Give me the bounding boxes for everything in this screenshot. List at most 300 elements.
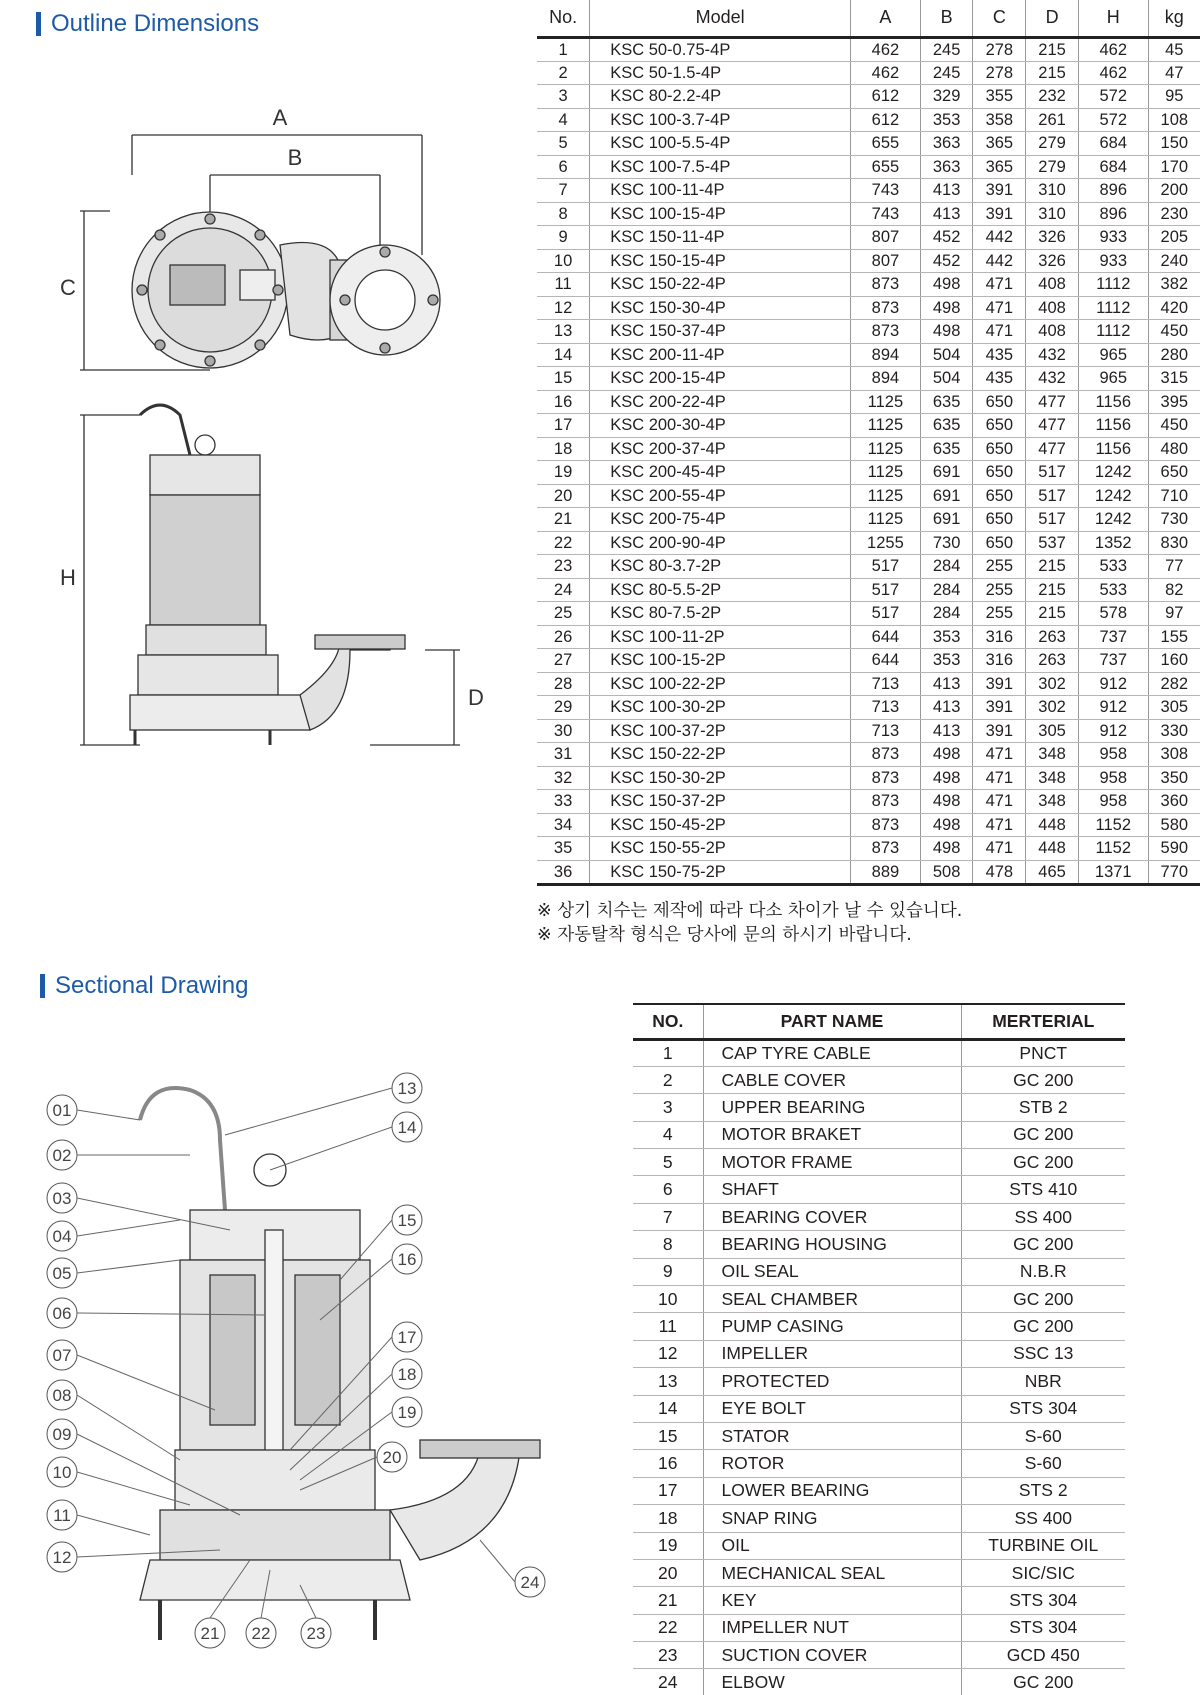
table-cell: 644 — [851, 649, 921, 673]
table-cell: 1371 — [1078, 860, 1148, 884]
table-cell: 326 — [1026, 226, 1079, 250]
callout-10: 10 — [52, 1463, 72, 1482]
table-cell: 97 — [1148, 602, 1200, 626]
table-cell: 572 — [1078, 85, 1148, 109]
table-cell: KSC 150-37-4P — [590, 320, 851, 344]
table-cell: IMPELLER NUT — [703, 1614, 961, 1641]
table-cell: 517 — [851, 555, 921, 579]
table-cell: GC 200 — [961, 1066, 1125, 1093]
table-cell: 2 — [633, 1066, 703, 1093]
table-cell: 26 — [537, 625, 590, 649]
table-cell: 348 — [1026, 743, 1079, 767]
col-header-b: B — [920, 0, 973, 37]
col-header-no: No. — [537, 0, 590, 37]
table-cell: 873 — [851, 813, 921, 837]
parts-table — [633, 1003, 1125, 1695]
table-cell: 215 — [1026, 578, 1079, 602]
table-cell: 471 — [973, 296, 1026, 320]
table-row — [537, 132, 1200, 156]
table-cell: 684 — [1078, 132, 1148, 156]
table-cell: 353 — [920, 625, 973, 649]
table-row — [633, 1587, 1125, 1614]
table-cell: 1242 — [1078, 461, 1148, 485]
table-row — [633, 1258, 1125, 1285]
table-cell: 10 — [633, 1286, 703, 1313]
table-cell: BEARING HOUSING — [703, 1231, 961, 1258]
table-cell: KSC 150-30-2P — [590, 766, 851, 790]
callout-group-bottom — [195, 1618, 331, 1648]
table-cell: KSC 200-90-4P — [590, 531, 851, 555]
table-cell: 498 — [920, 320, 973, 344]
table-cell: OIL — [703, 1532, 961, 1559]
table-cell: ELBOW — [703, 1669, 961, 1695]
table-cell: GCD 450 — [961, 1642, 1125, 1669]
table-cell: 215 — [1026, 602, 1079, 626]
table-cell: 408 — [1026, 273, 1079, 297]
table-row — [537, 766, 1200, 790]
table-row — [537, 531, 1200, 555]
table-cell: 18 — [633, 1505, 703, 1532]
table-cell: 1242 — [1078, 484, 1148, 508]
col-header-h: H — [1078, 0, 1148, 37]
dimensions-table-body — [537, 37, 1200, 884]
table-cell: 655 — [851, 132, 921, 156]
table-cell: 1352 — [1078, 531, 1148, 555]
callout-16: 16 — [397, 1250, 417, 1269]
table-cell: KSC 100-15-4P — [590, 202, 851, 226]
table-row — [537, 790, 1200, 814]
table-cell: 28 — [537, 672, 590, 696]
table-row — [633, 1231, 1125, 1258]
dim-label-b: B — [287, 145, 303, 170]
table-cell: 25 — [537, 602, 590, 626]
table-cell: 20 — [537, 484, 590, 508]
table-cell: 18 — [537, 437, 590, 461]
table-cell: 261 — [1026, 108, 1079, 132]
dimension-notes — [537, 899, 962, 947]
table-cell: SS 400 — [961, 1203, 1125, 1230]
table-cell: 478 — [973, 860, 1026, 884]
callout-19: 19 — [397, 1403, 417, 1422]
col-header-kg: kg — [1148, 0, 1200, 37]
table-cell: KSC 100-7.5-4P — [590, 155, 851, 179]
table-cell: 170 — [1148, 155, 1200, 179]
table-cell: 27 — [537, 649, 590, 673]
table-cell: 691 — [920, 484, 973, 508]
table-row — [537, 202, 1200, 226]
table-cell: 1152 — [1078, 837, 1148, 861]
table-cell: 1156 — [1078, 390, 1148, 414]
table-cell: 612 — [851, 85, 921, 109]
table-cell: 413 — [920, 696, 973, 720]
table-cell: 508 — [920, 860, 973, 884]
table-row — [537, 437, 1200, 461]
table-cell: 896 — [1078, 179, 1148, 203]
table-row — [633, 1149, 1125, 1176]
table-cell: SSC 13 — [961, 1340, 1125, 1367]
outline-dimension-drawing — [40, 95, 500, 815]
table-cell: 310 — [1026, 202, 1079, 226]
table-cell: 894 — [851, 343, 921, 367]
table-cell: KSC 150-37-2P — [590, 790, 851, 814]
table-cell: GC 200 — [961, 1121, 1125, 1148]
table-row — [633, 1422, 1125, 1449]
dim-label-h: H — [60, 565, 76, 590]
table-cell: 572 — [1078, 108, 1148, 132]
table-row — [537, 672, 1200, 696]
table-cell: 730 — [920, 531, 973, 555]
table-row — [633, 1066, 1125, 1093]
table-cell: SIC/SIC — [961, 1559, 1125, 1586]
table-cell: 24 — [537, 578, 590, 602]
table-cell: 15 — [633, 1422, 703, 1449]
table-cell: 348 — [1026, 766, 1079, 790]
callout-20: 20 — [382, 1448, 402, 1467]
table-cell: 650 — [1148, 461, 1200, 485]
table-cell: 302 — [1026, 672, 1079, 696]
table-cell: 737 — [1078, 625, 1148, 649]
table-cell: STS 410 — [961, 1176, 1125, 1203]
callout-02: 02 — [52, 1146, 72, 1165]
table-cell: 47 — [1148, 61, 1200, 85]
outline-title-text: Outline Dimensions — [51, 10, 260, 37]
table-cell: 1112 — [1078, 320, 1148, 344]
table-cell: N.B.R — [961, 1258, 1125, 1285]
table-cell: 450 — [1148, 414, 1200, 438]
table-cell: 713 — [851, 672, 921, 696]
table-cell: 644 — [851, 625, 921, 649]
table-cell: 498 — [920, 790, 973, 814]
table-cell: 8 — [537, 202, 590, 226]
table-cell: 912 — [1078, 672, 1148, 696]
table-cell: 245 — [920, 37, 973, 61]
table-cell: 807 — [851, 226, 921, 250]
table-row — [537, 414, 1200, 438]
table-cell: 578 — [1078, 602, 1148, 626]
table-cell: KSC 200-30-4P — [590, 414, 851, 438]
table-cell: 737 — [1078, 649, 1148, 673]
sectional-title-text: Sectional Drawing — [55, 972, 249, 999]
table-cell: 150 — [1148, 132, 1200, 156]
table-cell: 498 — [920, 837, 973, 861]
table-row — [537, 179, 1200, 203]
table-cell: 933 — [1078, 249, 1148, 273]
table-cell: 279 — [1026, 132, 1079, 156]
table-cell: 305 — [1026, 719, 1079, 743]
table-row — [633, 1340, 1125, 1367]
table-cell: 17 — [633, 1477, 703, 1504]
table-cell: 12 — [633, 1340, 703, 1367]
table-cell: 713 — [851, 719, 921, 743]
table-cell: 650 — [973, 461, 1026, 485]
table-cell: 465 — [1026, 860, 1079, 884]
table-cell: 912 — [1078, 719, 1148, 743]
table-cell: KSC 50-1.5-4P — [590, 61, 851, 85]
table-row — [537, 555, 1200, 579]
table-cell: 10 — [537, 249, 590, 273]
table-row — [537, 719, 1200, 743]
table-cell: 255 — [973, 578, 1026, 602]
table-cell: 710 — [1148, 484, 1200, 508]
table-cell: 215 — [1026, 37, 1079, 61]
col-header-a: A — [851, 0, 921, 37]
table-row — [537, 484, 1200, 508]
table-row — [633, 1039, 1125, 1066]
table-cell: 391 — [973, 672, 1026, 696]
table-cell: 517 — [1026, 508, 1079, 532]
table-cell: 215 — [1026, 61, 1079, 85]
table-cell: 284 — [920, 602, 973, 626]
table-cell: KSC 100-15-2P — [590, 649, 851, 673]
table-cell: 442 — [973, 226, 1026, 250]
table-cell: 7 — [633, 1203, 703, 1230]
table-cell: ROTOR — [703, 1450, 961, 1477]
callout-22: 22 — [251, 1624, 271, 1643]
table-cell: STS 304 — [961, 1587, 1125, 1614]
table-cell: 873 — [851, 837, 921, 861]
table-cell: 155 — [1148, 625, 1200, 649]
col-header-c: C — [973, 0, 1026, 37]
table-cell: 807 — [851, 249, 921, 273]
table-cell: 1156 — [1078, 437, 1148, 461]
table-cell: SEAL CHAMBER — [703, 1286, 961, 1313]
table-cell: STB 2 — [961, 1094, 1125, 1121]
table-cell: EYE BOLT — [703, 1395, 961, 1422]
table-cell: 82 — [1148, 578, 1200, 602]
table-cell: 498 — [920, 813, 973, 837]
table-cell: 348 — [1026, 790, 1079, 814]
table-cell: 395 — [1148, 390, 1200, 414]
table-cell: 691 — [920, 461, 973, 485]
table-cell: 873 — [851, 790, 921, 814]
table-cell: 408 — [1026, 296, 1079, 320]
table-cell: 310 — [1026, 179, 1079, 203]
table-row — [633, 1286, 1125, 1313]
table-cell: 498 — [920, 273, 973, 297]
table-cell: SUCTION COVER — [703, 1642, 961, 1669]
table-cell: 5 — [537, 132, 590, 156]
callout-21: 21 — [200, 1624, 220, 1643]
table-cell: 432 — [1026, 343, 1079, 367]
table-cell: 452 — [920, 226, 973, 250]
table-cell: 11 — [633, 1313, 703, 1340]
table-row — [537, 696, 1200, 720]
table-row — [537, 343, 1200, 367]
table-cell: 278 — [973, 37, 1026, 61]
table-cell: 462 — [851, 37, 921, 61]
table-cell: STS 304 — [961, 1614, 1125, 1641]
table-cell: 353 — [920, 108, 973, 132]
table-cell: 7 — [537, 179, 590, 203]
table-row — [537, 108, 1200, 132]
table-cell: 353 — [920, 649, 973, 673]
table-cell: IMPELLER — [703, 1340, 961, 1367]
table-cell: 408 — [1026, 320, 1079, 344]
col-header-no: NO. — [633, 1004, 703, 1039]
table-cell: 498 — [920, 743, 973, 767]
sectional-drawing-title — [40, 972, 248, 1000]
table-cell: 5 — [633, 1149, 703, 1176]
table-cell: 442 — [973, 249, 1026, 273]
table-cell: NBR — [961, 1368, 1125, 1395]
callout-08: 08 — [52, 1386, 72, 1405]
table-cell: 896 — [1078, 202, 1148, 226]
table-cell: 33 — [537, 790, 590, 814]
table-row — [537, 61, 1200, 85]
table-cell: KSC 100-37-2P — [590, 719, 851, 743]
table-cell: 2 — [537, 61, 590, 85]
table-cell: 31 — [537, 743, 590, 767]
table-cell: 413 — [920, 672, 973, 696]
table-cell: 635 — [920, 390, 973, 414]
table-row — [633, 1450, 1125, 1477]
table-row — [537, 273, 1200, 297]
callout-06: 06 — [52, 1304, 72, 1323]
table-row — [633, 1642, 1125, 1669]
table-cell: 330 — [1148, 719, 1200, 743]
table-cell: 255 — [973, 555, 1026, 579]
table-cell: MECHANICAL SEAL — [703, 1559, 961, 1586]
table-cell: 1125 — [851, 508, 921, 532]
callout-07: 07 — [52, 1346, 72, 1365]
table-cell: 635 — [920, 414, 973, 438]
table-row — [537, 226, 1200, 250]
table-cell: 1 — [537, 37, 590, 61]
table-row — [537, 155, 1200, 179]
table-cell: S-60 — [961, 1450, 1125, 1477]
table-cell: 498 — [920, 296, 973, 320]
table-row — [537, 461, 1200, 485]
table-cell: 205 — [1148, 226, 1200, 250]
table-row — [537, 602, 1200, 626]
table-cell: 894 — [851, 367, 921, 391]
callout-24: 24 — [520, 1573, 540, 1592]
table-cell: 35 — [537, 837, 590, 861]
title-accent-bar — [40, 974, 45, 998]
table-cell: KSC 50-0.75-4P — [590, 37, 851, 61]
table-cell: 684 — [1078, 155, 1148, 179]
table-cell: 9 — [633, 1258, 703, 1285]
callout-15: 15 — [397, 1211, 417, 1230]
table-cell: 17 — [537, 414, 590, 438]
table-cell: 1112 — [1078, 273, 1148, 297]
callout-17: 17 — [397, 1328, 417, 1347]
table-cell: 830 — [1148, 531, 1200, 555]
title-accent-bar — [36, 12, 41, 36]
table-cell: 23 — [633, 1642, 703, 1669]
table-cell: 743 — [851, 202, 921, 226]
table-cell: 873 — [851, 296, 921, 320]
callout-09: 09 — [52, 1425, 72, 1444]
table-cell: 462 — [1078, 61, 1148, 85]
table-cell: 1125 — [851, 390, 921, 414]
table-cell: 284 — [920, 578, 973, 602]
table-cell: 13 — [537, 320, 590, 344]
dim-label-a: A — [272, 105, 288, 130]
table-cell: 413 — [920, 202, 973, 226]
table-row — [633, 1395, 1125, 1422]
table-row — [633, 1614, 1125, 1641]
table-cell: 590 — [1148, 837, 1200, 861]
table-cell: 1112 — [1078, 296, 1148, 320]
table-cell: KSC 100-11-2P — [590, 625, 851, 649]
table-row — [537, 37, 1200, 61]
table-cell: 1156 — [1078, 414, 1148, 438]
table-cell: 391 — [973, 179, 1026, 203]
table-cell: 965 — [1078, 367, 1148, 391]
table-row — [633, 1532, 1125, 1559]
note-line: ※ 자동탈착 형식은 당사에 문의 하시기 바랍니다. — [537, 925, 912, 945]
table-cell: 462 — [851, 61, 921, 85]
table-cell: 3 — [633, 1094, 703, 1121]
parts-header-row — [633, 1004, 1125, 1039]
table-cell: 462 — [1078, 37, 1148, 61]
table-cell: KSC 150-55-2P — [590, 837, 851, 861]
table-cell: 23 — [537, 555, 590, 579]
table-cell: 77 — [1148, 555, 1200, 579]
table-cell: 240 — [1148, 249, 1200, 273]
dimensions-table — [537, 0, 1200, 886]
table-cell: KSC 80-3.7-2P — [590, 555, 851, 579]
table-cell: 477 — [1026, 437, 1079, 461]
table-cell: 432 — [1026, 367, 1079, 391]
table-cell: 6 — [633, 1176, 703, 1203]
table-cell: 448 — [1026, 837, 1079, 861]
table-row — [537, 649, 1200, 673]
table-cell: KSC 150-22-4P — [590, 273, 851, 297]
table-cell: 889 — [851, 860, 921, 884]
dim-label-c: C — [60, 275, 76, 300]
table-cell: 420 — [1148, 296, 1200, 320]
table-cell: 730 — [1148, 508, 1200, 532]
table-cell: KSC 150-30-4P — [590, 296, 851, 320]
table-cell: KSC 100-11-4P — [590, 179, 851, 203]
table-cell: 263 — [1026, 625, 1079, 649]
callout-01: 01 — [52, 1101, 72, 1120]
table-cell: 504 — [920, 367, 973, 391]
callout-23: 23 — [306, 1624, 326, 1643]
table-cell: 580 — [1148, 813, 1200, 837]
table-cell: 215 — [1026, 555, 1079, 579]
table-cell: 435 — [973, 343, 1026, 367]
table-cell: 873 — [851, 766, 921, 790]
table-cell: 16 — [633, 1450, 703, 1477]
table-row — [537, 367, 1200, 391]
table-cell: UPPER BEARING — [703, 1094, 961, 1121]
table-cell: TURBINE OIL — [961, 1532, 1125, 1559]
table-cell: LOWER BEARING — [703, 1477, 961, 1504]
table-cell: KSC 150-15-4P — [590, 249, 851, 273]
callout-14: 14 — [397, 1118, 417, 1137]
table-cell: 350 — [1148, 766, 1200, 790]
table-cell: 471 — [973, 813, 1026, 837]
table-cell: 355 — [973, 85, 1026, 109]
table-cell: SNAP RING — [703, 1505, 961, 1532]
table-cell: 316 — [973, 625, 1026, 649]
col-header-part-name: PART NAME — [703, 1004, 961, 1039]
col-header-material: MERTERIAL — [961, 1004, 1125, 1039]
table-cell: KSC 200-45-4P — [590, 461, 851, 485]
table-cell: 22 — [633, 1614, 703, 1641]
table-cell: 21 — [537, 508, 590, 532]
table-cell: 14 — [537, 343, 590, 367]
table-cell: 498 — [920, 766, 973, 790]
table-row — [537, 85, 1200, 109]
table-cell: 365 — [973, 155, 1026, 179]
table-cell: 279 — [1026, 155, 1079, 179]
table-row — [537, 837, 1200, 861]
table-cell: 284 — [920, 555, 973, 579]
